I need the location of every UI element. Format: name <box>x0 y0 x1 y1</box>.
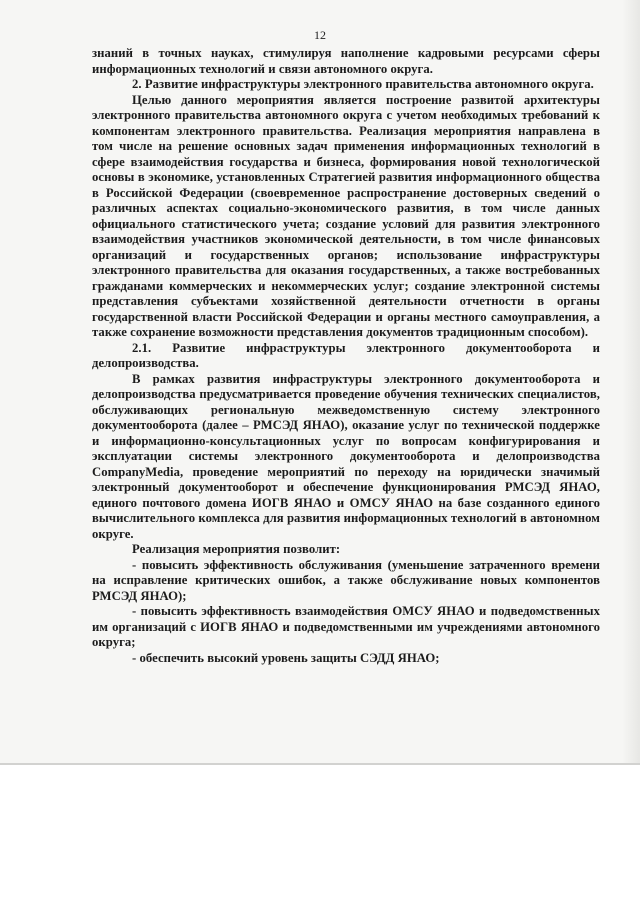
section-heading-2: 2. Развитие инфраструктуры электронного правительства автономного округа. <box>132 77 594 91</box>
section-heading-2-1: 2.1. Развитие инфраструктуры электронного документооборота и делопроизводства. <box>92 340 600 370</box>
blank-margin <box>0 767 640 905</box>
list-item-1: - повысить эффективность обслуживания (уменьшение затраченного времени на исправление критических ошибок, а также обслуживание новых компонентов РМСЭД ЯНАО); <box>92 557 600 603</box>
paragraph-continuation: знаний в точных науках, стимулируя наполнение кадровыми ресурсами сферы информационных технологий и связи автономного округа. <box>92 46 600 76</box>
paragraph-goal: Целью данного мероприятия является построение развитой архитектуры электронного правительства автономного округа с учетом необходимых требований к компонентам электронного правительства. Реализация мероприятия направлена в том числе на решение основных задач применения информационных технологий в сфере взаимодействия государства и бизнеса, формирования новой технологической основы в экономике, установленных Стратегией развития информационного общества в Российской Федерации (своевременное распространение достоверных сведений о различных аспектах социально-экономического развития, в том числе данных официального статистического учета; создание условий для развития электронного взаимодействия участников экономической деятельности, в том числе финансовых организаций и государственных органов; использование инфраструктуры электронного правительства для оказания государственных, а также востребованных гражданами коммерческих и некоммерческих услуг; создание электронной системы представления субъектами хозяйственной деятельности отчетности в органы государственной власти Российской Федерации и органы местного самоуправления, а также сохранение возможности представления документов традиционным способом). <box>92 92 600 339</box>
paragraph-outcomes-intro: Реализация мероприятия позволит: <box>132 542 341 556</box>
page-number: 12 <box>314 28 326 42</box>
document-body <box>92 46 600 666</box>
list-item-3: - обеспечить высокий уровень защиты СЭДД ЯНАО; <box>132 650 440 665</box>
list-item-2: - повысить эффективность взаимодействия ОМСУ ЯНАО и подведомственных им организаций с ИОГВ ЯНАО и подведомственными им учреждениями автономного округа; <box>92 604 600 649</box>
paragraph-edms: В рамках развития инфраструктуры электронного документооборота и делопроизводства предусматривается проведение обучения технических специалистов, обслуживающих региональную межведомственную систему электронного документооборота (далее – РМСЭД ЯНАО), оказание услуг по технической поддержке и информационно-консультационных услуг по вопросам конфигурирования и эксплуатации системы электронного документооборота и делопроизводства CompanyMedia, проведение мероприятий по переходу на юридически значимый электронный документооборот и обеспечение функционирования РМСЭД ЯНАО, единого почтового домена ИОГВ ЯНАО и ОМСУ ЯНАО на базе созданного единого вычислительного комплекса для развития информационных технологий в автономном округе. <box>92 371 600 541</box>
